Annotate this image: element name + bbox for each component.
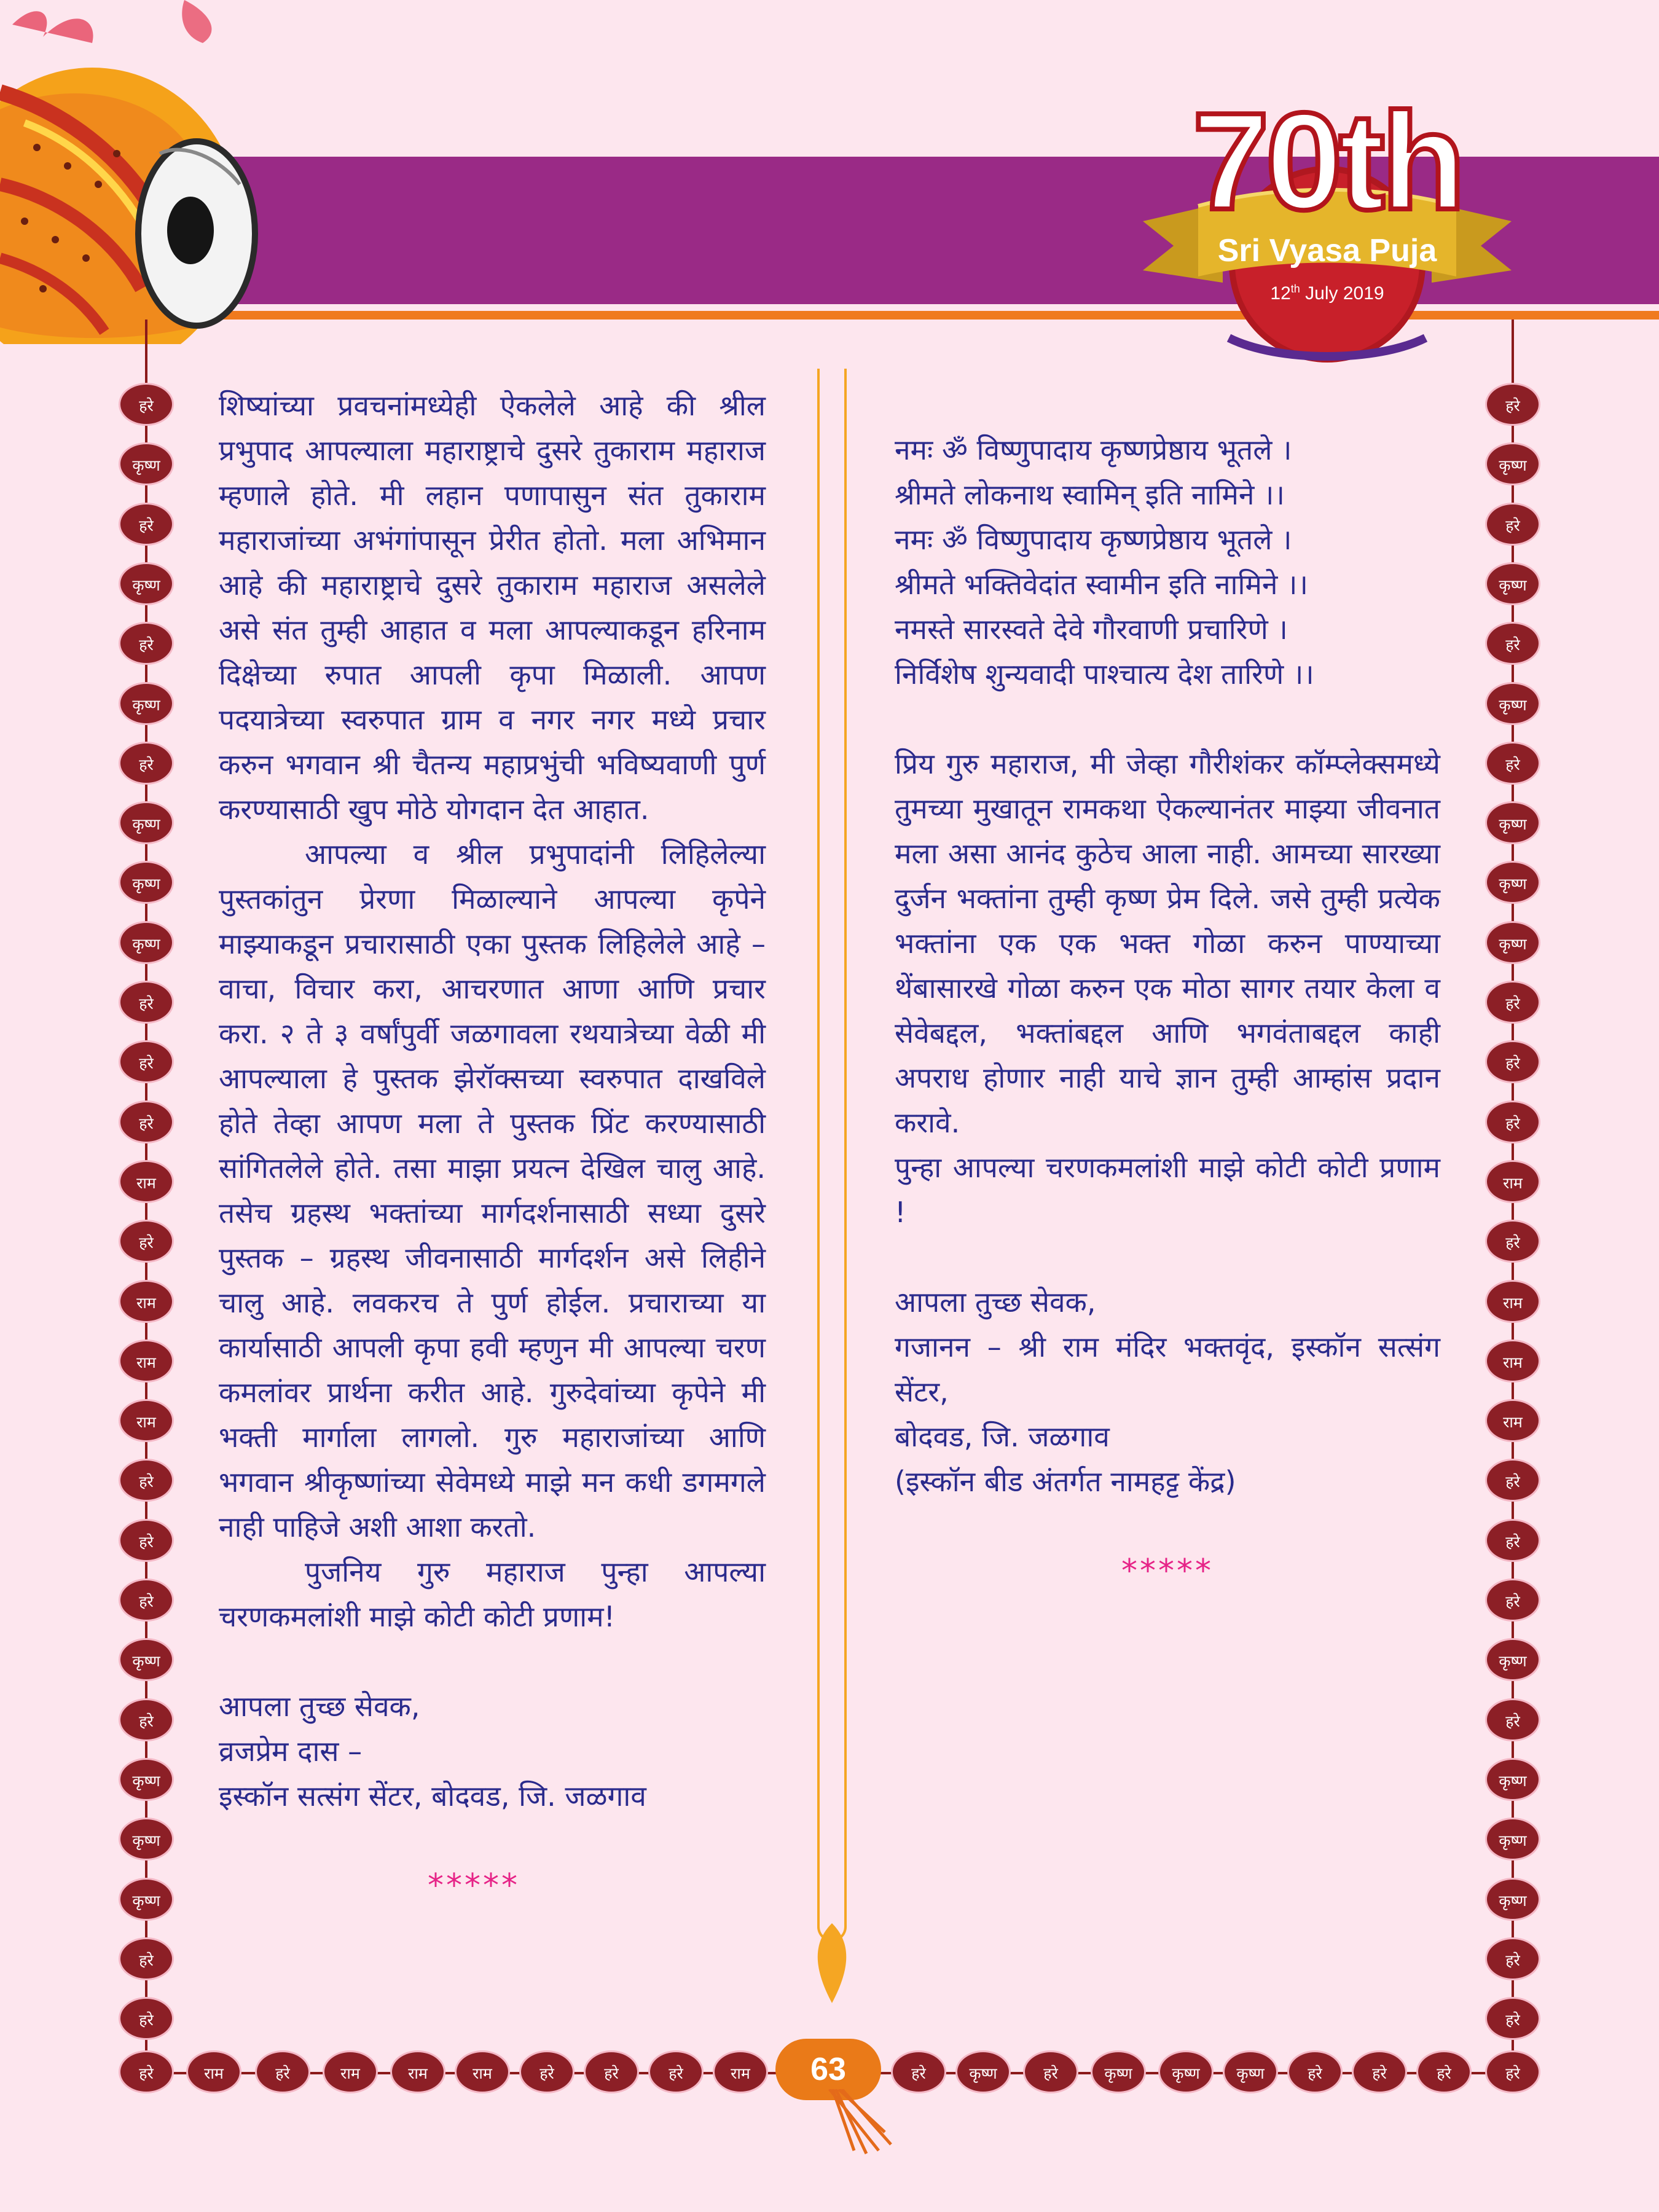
- right-section-stars: *****: [1121, 1553, 1214, 1590]
- chant-bead: राम: [1485, 1280, 1540, 1323]
- chant-bead: हरे: [119, 1937, 174, 1980]
- chant-bead: हरे: [119, 1220, 174, 1263]
- left-signature-line-2: व्रजप्रेम दास –: [219, 1735, 363, 1768]
- chant-bead: राम: [1485, 1160, 1540, 1203]
- left-signature-line-3: इस्कॉन सत्संग सेंटर, बोदवड, जि. जळगाव: [219, 1779, 646, 1813]
- chant-bead: कृष्ण: [119, 682, 174, 725]
- verse-line-6: निर्विशेष शुन्यवादी पाश्चात्य देश तारिणे ।।: [895, 657, 1314, 691]
- right-paragraph-2: पुन्हा आपल्या चरणकमलांशी माझे कोटी कोटी प्रणाम !: [895, 1151, 1440, 1229]
- chant-bead: कृष्ण: [1485, 801, 1540, 844]
- chant-bead: हरे: [648, 2050, 704, 2093]
- chant-bead: हरे: [1485, 622, 1540, 665]
- chant-bead: कृष्ण: [1485, 1878, 1540, 1921]
- chant-bead: हरे: [1485, 1937, 1540, 1980]
- chant-bead: हरे: [119, 383, 174, 426]
- chant-bead: कृष्ण: [119, 801, 174, 844]
- chant-bead: हरे: [1416, 2050, 1472, 2093]
- chant-bead: कृष्ण: [119, 1878, 174, 1921]
- chant-bead: कृष्ण: [1485, 1818, 1540, 1861]
- tulasi-drop-ornament: [809, 1923, 855, 2009]
- chant-bead: हरे: [1485, 1519, 1540, 1562]
- chant-bead: हरे: [119, 2050, 174, 2093]
- chant-bead: राम: [390, 2050, 445, 2093]
- chant-bead: हरे: [119, 742, 174, 785]
- chant-bead: हरे: [1485, 2050, 1540, 2093]
- chant-bead: कृष्ण: [1158, 2050, 1214, 2093]
- chant-bead: कृष्ण: [119, 921, 174, 964]
- chant-bead: राम: [455, 2050, 510, 2093]
- verse-line-5: नमस्ते सारस्वते देवे गौरवाणी प्रचारिणे ।: [895, 613, 1288, 646]
- chant-bead: हरे: [519, 2050, 575, 2093]
- right-paragraph-1: प्रिय गुरु महाराज, मी जेव्हा गौरीशंकर कॉम्प्लेक्समध्ये तुमच्या मुखातून रामकथा ऐकल्यानंतर माझ्या जीवनात मला असा आनंद कुठेच आला नाही. आमच्या सारख्या दुर्जन भक्तांना तुम्ही कृष्ण प्रेम दिले. जसे तुम्ही प्रत्येक भक्तांना एक एक भक्त गोळा करुन पाण्याच्या थेंबासारखे गोळा करुन एक मोठा सागर तयार केला व सेवेबद्दल, भक्तांबद्दल आणि भगवंताबद्दल काही अपराध होणार नाही याचे ज्ञान तुम्ही आम्हांस प्रदान करावे.: [895, 747, 1440, 1139]
- chant-bead: कृष्ण: [1485, 1758, 1540, 1801]
- chant-bead: कृष्ण: [119, 442, 174, 485]
- left-paragraph-3: पुजनिय गुरु महाराज पुन्हा आपल्या चरणकमलांशी माझे कोटी कोटी प्रणाम!: [219, 1555, 766, 1633]
- chant-bead: हरे: [119, 981, 174, 1024]
- right-signature-line-3: बोदवड, जि. जळगाव: [895, 1420, 1110, 1453]
- chant-bead: हरे: [1485, 1579, 1540, 1622]
- chant-bead: राम: [119, 1280, 174, 1323]
- chant-bead: कृष्ण: [1485, 861, 1540, 904]
- chant-bead: हरे: [1485, 1220, 1540, 1263]
- chant-bead: हरे: [119, 622, 174, 665]
- chant-bead: हरे: [119, 1040, 174, 1083]
- chant-bead: हरे: [1485, 981, 1540, 1024]
- chant-bead: हरे: [1485, 742, 1540, 785]
- chant-bead: हरे: [1485, 1040, 1540, 1083]
- chant-bead: कृष्ण: [955, 2050, 1011, 2093]
- chant-bead: कृष्ण: [119, 562, 174, 605]
- left-paragraph-2: आपल्या व श्रील प्रभुपादांनी लिहिलेल्या पुस्तकांतुन प्रेरणा मिळाल्याने आपल्या कृपेने माझ्याकडून प्रचारासाठी एका पुस्तक लिहिलेले आहे – वाचा, विचार करा, आचरणात आणा आणि प्रचार करा. २ ते ३ वर्षांपुर्वी जळगावला रथयात्रेच्या वेळी मी आपल्याला हे पुस्तक झेरॉक्सच्या स्वरुपात दाखविले होते तेव्हा आपण मला ते पुस्तक प्रिंट करण्यासाठी सांगितलेले होते. तसा माझा प्रयत्न देखिल चालु आहे. तसेच ग्रहस्थ भक्तांच्या मार्गदर्शनासाठी सध्या दुसरे पुस्तक – ग्रहस्थ जीवनासाठी मार्गदर्शन असे लिहीने चालु आहे. लवकरच ते पुर्ण होईल. प्रचाराच्या या कार्यासाठी आपली कृपा हवी म्हणुन मी आपल्या चरण कमलांवर प्रार्थना करीत आहे. गुरुदेवांच्या कृपेने मी भक्ती मार्गाला लागलो. गुरु महाराजांच्या आणि भगवान श्रीकृष्णांच्या सेवेमध्ये माझे मन कधी डगमगले नाही पाहिजे अशी आशा करतो.: [219, 837, 766, 1543]
- right-text-column: [895, 428, 1440, 1594]
- chant-bead: हरे: [119, 1459, 174, 1502]
- right-signature-line-1: आपला तुच्छ सेवक,: [895, 1285, 1096, 1319]
- verse-line-1: नमः ॐ विष्णुपादाय कृष्णप्रेष्ठाय भूतले ।: [895, 433, 1292, 466]
- left-section-stars: *****: [428, 1867, 520, 1904]
- verse-line-2: श्रीमते लोकनाथ स्वामिन् इति नामिने ।।: [895, 478, 1285, 511]
- column-divider: [817, 369, 847, 1942]
- left-paragraph-1: शिष्यांच्या प्रवचनांमध्येही ऐकलेले आहे की श्रील प्रभुपाद आपल्याला महाराष्ट्राचे दुसरे तुकाराम महाराज म्हणाले होते. मी लहान पणापासुन संत तुकाराम महाराजांच्या अभंगांपासून प्रेरीत होतो. मला अभिमान आहे की महाराष्ट्राचे दुसरे तुकाराम महाराज असलेले असे संत तुम्ही आहात व मला आपल्याकडून हरिनाम दिक्षेच्या रुपात आपली कृपा मिळाली. आपण पदयात्रेच्या स्वरुपात ग्राम व नगर नगर मध्ये प्रचार करुन भगवान श्री चैतन्य महाप्रभुंची भविष्यवाणी पुर्ण करण्यासाठी खुप मोठे योगदान देत आहात.: [219, 389, 766, 826]
- chant-bead: राम: [1485, 1339, 1540, 1382]
- chant-bead: कृष्ण: [119, 1758, 174, 1801]
- badge-number: 70th: [1192, 84, 1462, 238]
- left-signature-line-1: आपला तुच्छ सेवक,: [219, 1690, 420, 1723]
- chant-bead: कृष्ण: [1485, 442, 1540, 485]
- chant-bead: कृष्ण: [119, 861, 174, 904]
- chant-bead: राम: [186, 2050, 241, 2093]
- chant-bead: राम: [119, 1160, 174, 1203]
- verse-line-4: श्रीमते भक्तिवेदांत स्वामीन इति नामिने ।।: [895, 568, 1308, 601]
- left-text-column: [219, 383, 766, 1908]
- verse-line-3: नमः ॐ विष्णुपादाय कृष्णप्रेष्ठाय भूतले ।: [895, 523, 1292, 556]
- chant-bead: राम: [1485, 1399, 1540, 1442]
- chant-bead: कृष्ण: [119, 1818, 174, 1861]
- chant-bead: कृष्ण: [1485, 1638, 1540, 1681]
- chant-bead: हरे: [1352, 2050, 1407, 2093]
- badge-date: 12th July 2019: [1270, 283, 1384, 304]
- vyasa-puja-badge: [1118, 80, 1536, 363]
- mridanga-drum-illustration: [0, 0, 270, 344]
- chant-bead: हरे: [1023, 2050, 1078, 2093]
- right-signature-line-4: (इस्कॉन बीड अंतर्गत नामहट्ट केंद्र): [895, 1465, 1236, 1498]
- chant-bead: कृष्ण: [1223, 2050, 1278, 2093]
- chant-bead: कृष्ण: [1485, 562, 1540, 605]
- chant-bead: राम: [119, 1399, 174, 1442]
- chant-bead: हरे: [119, 1698, 174, 1741]
- chant-bead: हरे: [1485, 383, 1540, 426]
- chant-bead: हरे: [119, 1997, 174, 2040]
- chant-bead: हरे: [1485, 1459, 1540, 1502]
- page-number-tassel: [823, 2089, 897, 2157]
- chant-bead: हरे: [119, 1100, 174, 1143]
- chant-bead: कृष्ण: [1091, 2050, 1146, 2093]
- chant-bead: राम: [119, 1339, 174, 1382]
- chant-bead: हरे: [119, 503, 174, 546]
- chant-bead: हरे: [1485, 1997, 1540, 2040]
- page-number: 63: [775, 2039, 881, 2100]
- chant-bead: कृष्ण: [1485, 921, 1540, 964]
- chant-bead: हरे: [119, 1579, 174, 1622]
- badge-title: Sri Vyasa Puja: [1217, 233, 1437, 269]
- chant-bead: हरे: [1485, 1698, 1540, 1741]
- chant-bead: हरे: [1485, 1100, 1540, 1143]
- chant-bead: राम: [713, 2050, 768, 2093]
- chant-bead: हरे: [255, 2050, 310, 2093]
- chant-bead: राम: [323, 2050, 378, 2093]
- chant-bead: हरे: [584, 2050, 639, 2093]
- chant-bead: कृष्ण: [119, 1638, 174, 1681]
- chant-bead: हरे: [119, 1519, 174, 1562]
- chant-bead: हरे: [1287, 2050, 1343, 2093]
- chant-bead: कृष्ण: [1485, 682, 1540, 725]
- right-signature-line-2: गजानन – श्री राम मंदिर भक्तवृंद, इस्कॉन सत्संग सेंटर,: [895, 1330, 1440, 1408]
- chant-bead: हरे: [1485, 503, 1540, 546]
- chant-bead: हरे: [891, 2050, 946, 2093]
